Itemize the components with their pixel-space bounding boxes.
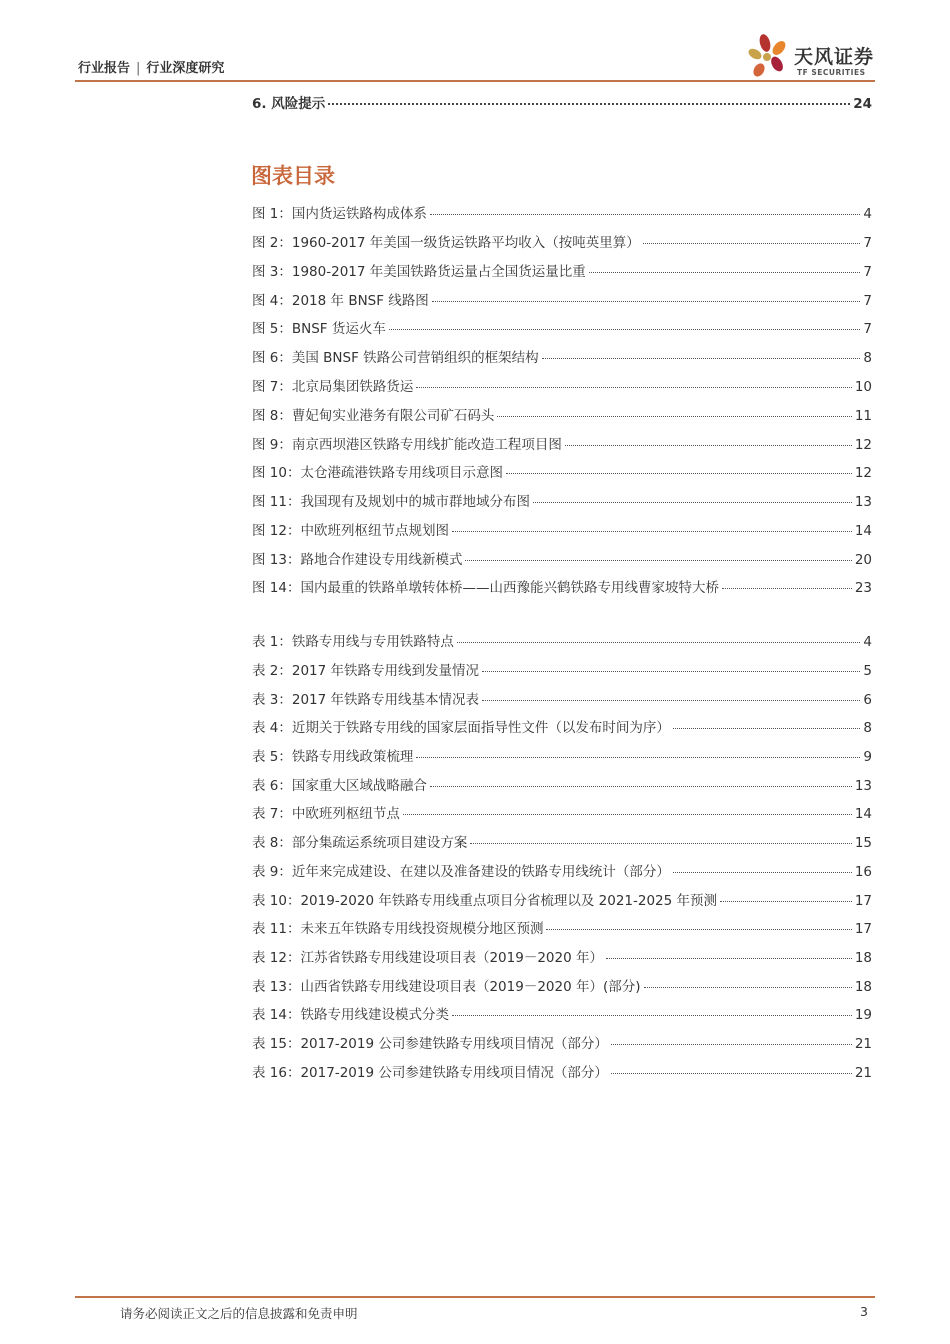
figure-label: 图 9：南京西坝港区铁路专用线扩能改造工程项目图 [252, 437, 562, 453]
figure-page: 12 [854, 465, 872, 481]
table-label: 表 10：2019-2020 年铁路专用线重点项目分省梳理以及 2021-2025 年预测 [252, 893, 718, 909]
logo-name-en: TF SECURITIES [797, 68, 866, 77]
footer-rule [75, 1296, 875, 1298]
figure-label: 图 10：太仓港疏港铁路专用线项目示意图 [252, 465, 503, 481]
table-label: 表 14：铁路专用线建设模式分类 [252, 1007, 449, 1023]
figure-entry[interactable] [252, 519, 872, 537]
table-page: 15 [854, 835, 872, 851]
figure-entry[interactable] [252, 375, 872, 393]
footer-page-number: 3 [860, 1304, 868, 1319]
figure-label: 图 7：北京局集团铁路货运 [252, 379, 414, 395]
dot-leader [457, 642, 861, 643]
dot-leader [497, 416, 851, 417]
logo-name-cn: 天风证券 [794, 46, 875, 68]
table-entry[interactable] [252, 630, 872, 648]
dot-leader [506, 473, 852, 474]
table-entry[interactable] [252, 1032, 872, 1050]
table-label: 表 9：近年来完成建设、在建以及准备建设的铁路专用线统计（部分） [252, 864, 670, 880]
dot-leader [416, 757, 860, 758]
table-label: 表 11：未来五年铁路专用线投资规模分地区预测 [252, 921, 544, 937]
figure-entry[interactable] [252, 202, 872, 220]
table-page: 18 [854, 950, 872, 966]
footer-disclaimer: 请务必阅读正文之后的信息披露和免责申明 [120, 1306, 358, 1321]
figure-page: 8 [863, 350, 872, 366]
dot-leader [673, 872, 852, 873]
dot-leader [452, 531, 852, 532]
figure-page: 11 [854, 408, 872, 424]
table-entry[interactable] [252, 946, 872, 964]
dot-leader [542, 358, 861, 359]
company-logo [746, 32, 886, 82]
header-separator: | [136, 61, 141, 76]
figure-entry[interactable] [252, 289, 872, 307]
dot-leader [403, 814, 852, 815]
header-category: 行业报告 [78, 61, 131, 76]
table-entry[interactable] [252, 831, 872, 849]
dot-leader [606, 958, 852, 959]
table-page: 8 [863, 720, 872, 736]
table-page: 13 [854, 778, 872, 794]
table-label: 表 15：2017-2019 公司参建铁路专用线项目情况（部分） [252, 1036, 608, 1052]
figure-label: 图 14：国内最重的铁路单墩转体桥——山西豫能兴鹤铁路专用线曹家坡特大桥 [252, 580, 719, 596]
figure-label: 图 1：国内货运铁路构成体系 [252, 206, 427, 222]
figure-page: 20 [854, 552, 872, 568]
header-rule [75, 80, 875, 82]
dot-leader [589, 272, 861, 273]
figure-page: 10 [854, 379, 872, 395]
figure-page: 23 [854, 580, 872, 596]
table-page: 16 [854, 864, 872, 880]
table-page: 9 [863, 749, 872, 765]
table-entry[interactable] [252, 802, 872, 820]
figure-label: 图 3：1980-2017 年美国铁路货运量占全国货运量比重 [252, 264, 586, 280]
dot-leader [430, 214, 861, 215]
table-page: 18 [854, 979, 872, 995]
figure-page: 7 [863, 264, 872, 280]
dot-leader [533, 502, 852, 503]
table-label: 表 2：2017 年铁路专用线到发量情况 [252, 663, 480, 679]
figure-label: 图 8：曹妃甸实业港务有限公司矿石码头 [252, 408, 495, 424]
section-title: 图表目录 [251, 164, 335, 188]
figure-label: 图 2：1960-2017 年美国一级货运铁路平均收入（按吨英里算） [252, 235, 640, 251]
table-entry[interactable] [252, 889, 872, 907]
dot-leader [565, 445, 852, 446]
table-page: 19 [854, 1007, 872, 1023]
figure-entry[interactable] [252, 433, 872, 451]
figure-page: 7 [863, 235, 872, 251]
table-page: 21 [854, 1065, 872, 1081]
table-entry[interactable] [252, 917, 872, 935]
table-page: 4 [863, 634, 872, 650]
figure-page: 7 [863, 293, 872, 309]
dot-leader [611, 1073, 852, 1074]
table-page: 14 [854, 806, 872, 822]
table-entry[interactable] [252, 659, 872, 677]
table-label: 表 13：山西省铁路专用线建设项目表（2019－2020 年）(部分) [252, 979, 641, 995]
table-entry[interactable] [252, 688, 872, 706]
dot-leader [546, 929, 851, 930]
dot-leader [465, 560, 851, 561]
table-page: 5 [863, 663, 872, 679]
dot-leader [452, 1015, 852, 1016]
figure-page: 12 [854, 437, 872, 453]
figure-entry[interactable] [252, 576, 872, 594]
figure-entry[interactable] [252, 346, 872, 364]
figure-page: 7 [863, 321, 872, 337]
figure-entry[interactable] [252, 548, 872, 566]
dot-leader [430, 786, 852, 787]
table-page: 21 [854, 1036, 872, 1052]
figure-label: 图 13：路地合作建设专用线新模式 [252, 552, 463, 568]
dot-leader [611, 1044, 852, 1045]
figure-label: 图 11：我国现有及规划中的城市群地域分布图 [252, 494, 530, 510]
dot-leader [482, 671, 860, 672]
table-entry[interactable] [252, 860, 872, 878]
figure-label: 图 4：2018 年 BNSF 线路图 [252, 293, 429, 309]
figure-label: 图 6：美国 BNSF 铁路公司营销组织的框架结构 [252, 350, 539, 366]
figure-page: 14 [854, 523, 872, 539]
dot-leader [389, 329, 861, 330]
figure-page: 4 [863, 206, 872, 222]
dot-leader [644, 987, 852, 988]
dot-leader [432, 301, 861, 302]
figure-entry[interactable] [252, 317, 872, 335]
table-label: 表 1：铁路专用线与专用铁路特点 [252, 634, 454, 650]
figure-label: 图 5：BNSF 货运火车 [252, 321, 386, 337]
header-subcategory: 行业深度研究 [146, 61, 225, 76]
figure-entry[interactable] [252, 260, 872, 278]
toc-entry-label: 6. 风险提示 [252, 96, 326, 112]
table-entry[interactable] [252, 745, 872, 763]
dot-leader [482, 700, 860, 701]
figure-entry[interactable] [252, 404, 872, 422]
table-entry[interactable] [252, 975, 872, 993]
table-label: 表 4：近期关于铁路专用线的国家层面指导性文件（以发布时间为序） [252, 720, 670, 736]
toc-entry-risk[interactable] [252, 92, 872, 110]
table-label: 表 12：江苏省铁路专用线建设项目表（2019－2020 年） [252, 950, 603, 966]
figure-entry[interactable] [252, 461, 872, 479]
dot-leader [673, 728, 861, 729]
header-breadcrumb [78, 57, 224, 76]
table-label: 表 8：部分集疏运系统项目建设方案 [252, 835, 468, 851]
table-label: 表 6：国家重大区域战略融合 [252, 778, 427, 794]
table-page: 6 [863, 692, 872, 708]
dot-leader [643, 243, 861, 244]
dot-leader [328, 103, 850, 105]
dot-leader [720, 901, 852, 902]
dot-leader [470, 843, 851, 844]
figure-entry[interactable] [252, 490, 872, 508]
table-entry[interactable] [252, 716, 872, 734]
flower-logo-icon [746, 32, 794, 82]
figure-label: 图 12：中欧班列枢纽节点规划图 [252, 523, 449, 539]
table-label: 表 16：2017-2019 公司参建铁路专用线项目情况（部分） [252, 1065, 608, 1081]
table-page: 17 [854, 921, 872, 937]
table-label: 表 3：2017 年铁路专用线基本情况表 [252, 692, 480, 708]
table-label: 表 7：中欧班列枢纽节点 [252, 806, 400, 822]
toc-entry-page: 24 [853, 96, 872, 112]
dot-leader [416, 387, 851, 388]
table-label: 表 5：铁路专用线政策梳理 [252, 749, 414, 765]
table-entry[interactable] [252, 1003, 872, 1021]
table-page: 17 [854, 893, 872, 909]
figure-entry[interactable] [252, 231, 872, 249]
figure-page: 13 [854, 494, 872, 510]
table-entry[interactable] [252, 774, 872, 792]
table-entry[interactable] [252, 1061, 872, 1079]
dot-leader [722, 588, 852, 589]
